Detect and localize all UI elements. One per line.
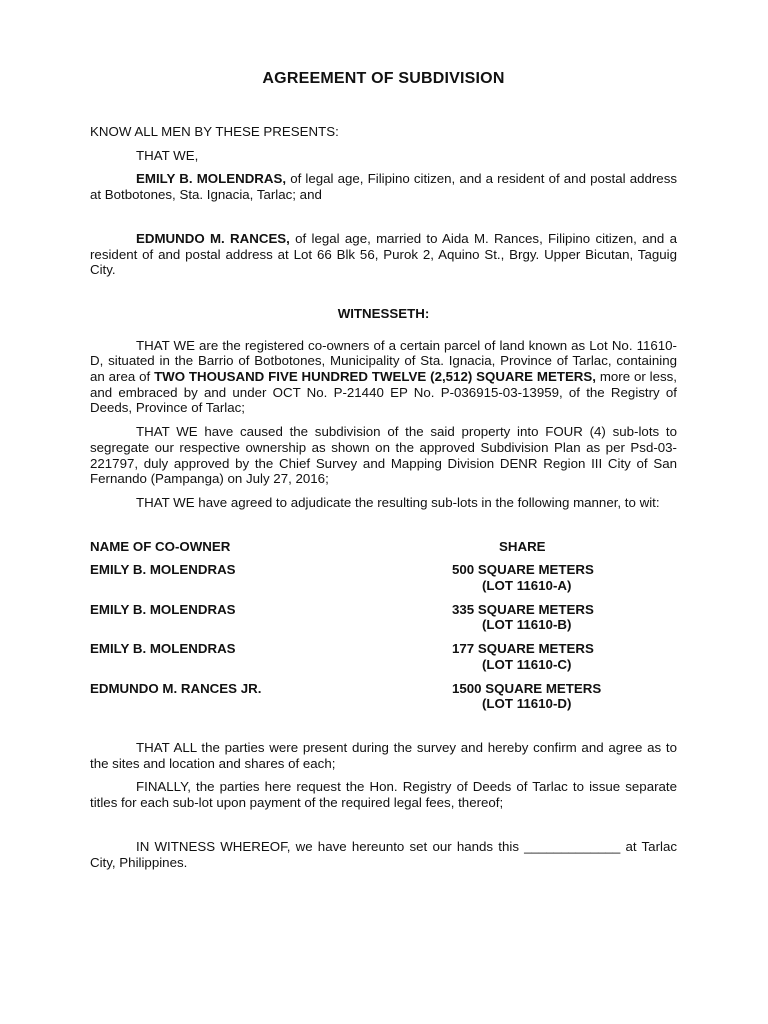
share-area: 177 SQUARE METERS [452,641,594,657]
that-we-line: THAT WE, [136,147,199,163]
share-lot: (LOT 11610-D) [482,696,572,712]
share-area: 500 SQUARE METERS [452,562,594,578]
document-title: AGREEMENT OF SUBDIVISION [262,70,505,87]
witnesseth-heading: WITNESSETH: [337,305,430,321]
paragraph-co-owners: THAT WE are the registered co-owners of a certain parcel of land known as Lot No. 11610-D, situated in the Barrio of Botbotones, Municipality of Sta. Ignacia, Province of Tarlac, containing an area of TWO THOUSAND FIVE HUNDRED TWELVE (2,512) SQUARE METERS, more or less, and embraced by and under OCT No. P-21440 EP No. P-036915-03-13959, of the Registry of Deeds, Province of Tarlac; [90,337,678,416]
share-lot: (LOT 11610-A) [482,578,572,594]
paragraph-adjudicate: THAT WE have agreed to adjudicate the resulting sub-lots in the following manner, to wit: [136,494,660,510]
header-share: SHARE [499,538,546,554]
co-owner-name: EMILY B. MOLENDRAS [90,601,236,617]
party1-paragraph [90,171,677,202]
share-area: 335 SQUARE METERS [452,601,594,617]
share-row [90,681,677,712]
intro-line: KNOW ALL MEN BY THESE PRESENTS: [90,124,339,139]
share-lot: (LOT 11610-B) [482,617,572,633]
co-owner-name: EMILY B. MOLENDRAS [90,562,236,578]
share-area: 1500 SQUARE METERS [452,680,602,696]
paragraph-survey: THAT ALL the parties were present during the survey and hereby confirm and agree as to the sites and location and shares of each; [90,739,677,771]
paragraph-witness-whereof: IN WITNESS WHEREOF, we have hereunto set our hands this _____________ at Tarlac City, Philippines. [90,838,677,870]
party1-name: EMILY B. MOLENDRAS, [136,171,287,187]
area-bold-text: TWO THOUSAND FIVE HUNDRED TWELVE (2,512) SQUARE METERS, [154,369,596,385]
header-name: NAME OF CO-OWNER [90,538,231,554]
party1-description: of legal age, Filipino citizen, and a resident of and postal address at Botbotones, Sta. Ignacia, Tarlac; and [90,171,677,203]
paragraph-request: FINALLY, the parties here request the Hon. Registry of Deeds of Tarlac to issue separate titles for each sub-lot upon payment of the required legal fees, thereof; [90,779,677,811]
co-owner-name: EDMUNDO M. RANCES JR. [90,680,262,696]
party2-paragraph [90,231,677,278]
share-row [90,641,677,672]
share-row [90,602,677,633]
shares-table [90,539,677,712]
party2-name: EDMUNDO M. RANCES, [136,230,290,246]
share-lot: (LOT 11610-C) [482,656,572,672]
paragraph-subdivision: THAT WE have caused the subdivision of the said property into FOUR (4) sub-lots to segregate our respective ownership as shown on the approved Subdivision Plan as per Psd-03-221797, duly approved by the Chief Survey and Mapping Division DENR Region III City of San Fernando (Pampanga) on July 27, 2016; [90,424,677,487]
document-page [90,70,677,870]
share-row [90,562,677,593]
co-owner-name: EMILY B. MOLENDRAS [90,641,236,657]
party2-description: of legal age, married to Aida M. Rances, Filipino citizen, and a resident of and postal address at Lot 66 Blk 56, Purok 2, Aquino St., Brgy. Upper Bicutan, Taguig City. [90,230,677,278]
shares-header [90,539,677,555]
